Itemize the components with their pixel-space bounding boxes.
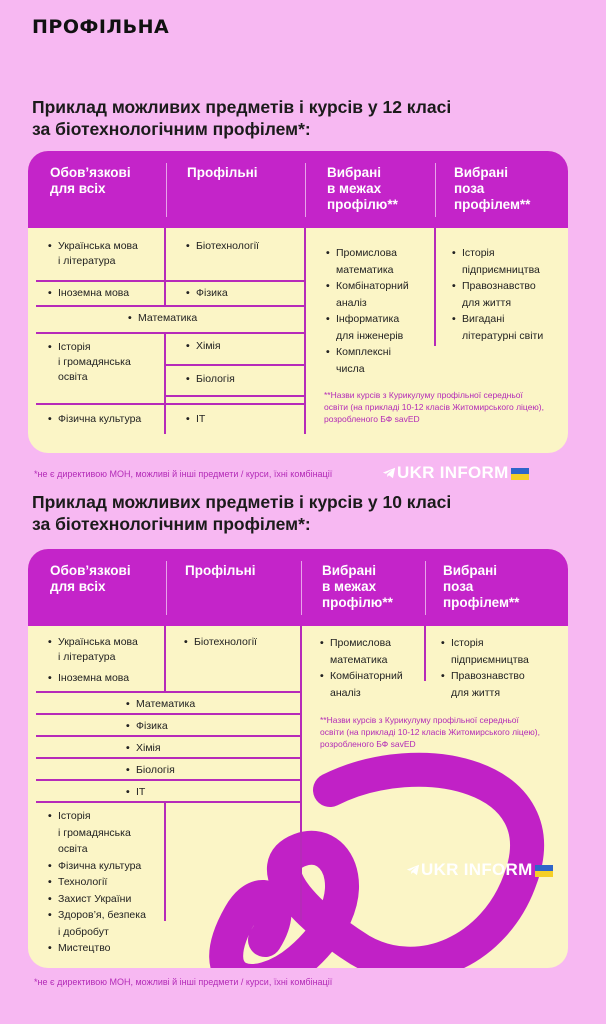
section2-footnote: *не є директивою МОН, можливі й інші предмети / курси, їхні комбінації — [34, 977, 333, 987]
logo: ПРОФІЛЬНА — [32, 16, 170, 38]
mandatory-bottom-list: • Історія і громадянська освіта • Фізична культура • Технології • Захист України • Здоров’я, безпека і добробут • Мистецтво — [48, 810, 146, 954]
shared-subject: • Фізика — [126, 720, 168, 732]
section2-title: Приклад можливих предметів і курсів у 10 класі за біотехнологічним профілем*: — [32, 492, 452, 534]
shared-subject: • Хімія — [126, 742, 161, 754]
header-mandatory: Обов’язкові для всіх — [50, 563, 131, 594]
list-item: • Біотехнології — [186, 240, 259, 252]
list-item: • Історія і громадянська освіта — [48, 341, 131, 383]
section2-card — [28, 549, 568, 968]
header-chosen-in: Вибрані в межах профілю** — [327, 165, 398, 212]
list-item: • Фізика — [186, 287, 228, 299]
header-profile: Профільні — [185, 563, 256, 578]
header-profile: Профільні — [187, 165, 258, 180]
chosen-in-list: • Промислова математика • Комбінаторний аналіз — [320, 637, 403, 699]
list-item: • ІТ — [186, 413, 206, 425]
list-item: • Фізична культура — [48, 413, 142, 425]
chosen-in-list: • Промислова математика • Комбінаторний аналіз • Інформатика для інженерів • Комплексні числа — [326, 247, 409, 375]
chosen-out-list: • Історія підприємництва • Правознавство для життя — [441, 637, 529, 699]
shared-subject: • Математика — [126, 698, 196, 710]
header-chosen-out: Вибрані поза профілем** — [454, 165, 531, 212]
section1-footnote: *не є директивою МОН, можливі й інші предмети / курси, їхні комбінації — [34, 469, 333, 479]
telegram-icon — [406, 863, 420, 877]
courses-note: **Назви курсів з Курикулуму профільної середньої освіти (на прикладі 10-12 класів Житомирського ліцею), розробленого БФ savED — [324, 390, 544, 424]
watermark-1: UKR INFORM — [382, 463, 529, 483]
section1-title: Приклад можливих предметів і курсів у 12 класі за біотехнологічним профілем*: — [32, 97, 452, 139]
shared-subject: • Біологія — [126, 764, 175, 776]
chosen-out-list: • Історія підприємництва • Правознавство для життя • Вигадані літературні світи — [452, 247, 544, 342]
header-chosen-out: Вибрані поза профілем** — [443, 563, 520, 610]
shared-subject: • Математика — [128, 312, 198, 324]
header-mandatory: Обов’язкові для всіх — [50, 165, 131, 196]
list-item: • Українська мова і література — [48, 240, 138, 267]
list-item: • Біологія — [186, 373, 235, 385]
shared-subject: • ІТ — [126, 786, 146, 798]
ukraine-flag-icon — [535, 865, 553, 877]
list-item: • Іноземна мова — [48, 287, 130, 299]
list-item: • Українська мова і література — [48, 636, 138, 663]
watermark-2: UKR INFORM — [406, 860, 553, 880]
header-chosen-in: Вибрані в межах профілю** — [322, 563, 393, 610]
courses-note: **Назви курсів з Курикулуму профільної середньої освіти (на прикладі 10-12 класів Житомирського ліцею), розробленого БФ savED — [320, 715, 540, 749]
list-item: • Хімія — [186, 340, 221, 352]
list-item: • Іноземна мова — [48, 672, 130, 684]
list-item: • Біотехнології — [184, 636, 257, 648]
